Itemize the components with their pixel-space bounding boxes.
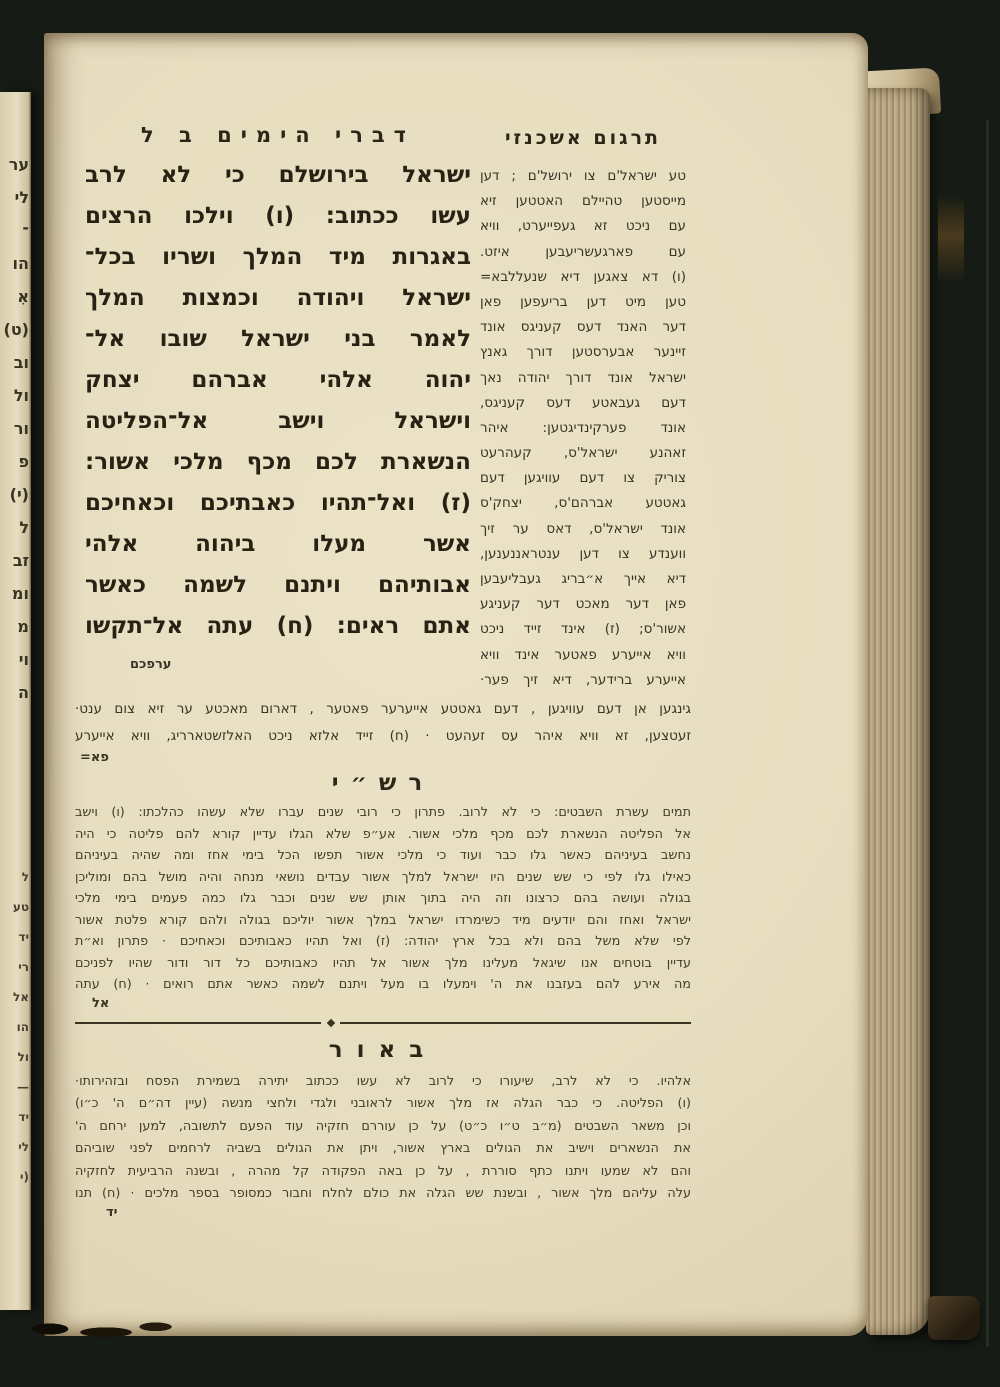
verse-line: יהוה אלהי אברהם יצחק [85,367,471,393]
margin-fragment: (י) [9,485,29,504]
margin-fragment: טע [12,900,29,914]
rashi-line: כאילו גלו לפי כי שש שנים היו ישראל למלך אשור עבדים נושאי מנחה והיה מושל בהם ומוליכן [75,869,691,885]
rashi-line: אל הפליטה הנשארת לכם מכף מלכי אשור. אע״פ שלא הגלו עדיין קורא להם פליטה כי היה [75,826,691,842]
margin-fragment: ל [21,870,29,884]
margin-fragment: — [17,1080,29,1094]
rashi-line: ישראל ואחז והם יודעים מיד כשימרדו ישראל במלך אשור יוליכם בגולה ולהם קורא פלטת אשור [75,912,691,928]
verse-line: אבותיהם ויתנם לשמה כאשר [85,572,471,598]
margin-fragment: ל [19,518,29,537]
verse-line: לאמר בני ישראל שובו אל־ [85,326,471,352]
biur-line: עלה עליהם מלך אשור , ובשנת שש הגלה את כולם לחלח וחבור כמסופר בספר מלכים · (ח) תנו [75,1185,691,1201]
targum-line: אשור'ס; (ז) אינד זייד ניכט [480,621,686,638]
verse-line: ישראל בירושלם כי לא לרב [85,162,471,188]
targum-line: ווענדע צו דען ענטראננענען, [480,545,686,562]
catchword-rashi: אל [92,996,110,1011]
targum-line: צוריק צו דעם עוויגען דעם [480,470,686,487]
targum-line: גינגען אן דעם עוויגען , דעם גאטטע אייערער פאטער , דארום מאכטע ער זיא צום ענט· [75,701,691,717]
facing-page-edge [0,92,31,1310]
verse-line: באגרות מיד המלך ושריו בכל־ [85,244,471,270]
margin-fragment: ומ [11,584,29,603]
margin-fragment: אל [13,990,29,1004]
targum-line: אונד פערקינדיגטען: איהר [480,419,686,436]
catchword-biur: יד [106,1205,118,1220]
rashi-line: נחשב בעיניהם כאשר גלו כבר ועוד כי מלכי אשור תפשו הכל בימי אחז ומה שהיה בעיניהם [75,848,691,863]
targum-line: טע ישראל'ם צו ירושל'ם ; דען [480,168,686,184]
catchword-targum: פא= [80,750,109,765]
targum-line: אונד ישראל'ס, דאס ער זיך [480,520,686,537]
margin-fragment: הו [12,254,29,273]
biur-commentary-block [75,1071,691,1205]
verse-line: עשו ככתוב: (ו) וילכו הרצים [85,203,471,229]
margin-fragment: אִ [17,287,29,306]
section-title-targum: תרגום אשכנזי [504,127,662,149]
margin-fragment: לי [18,1140,29,1154]
margin-fragment: לי [14,188,29,207]
biur-line: את הנשארים וישיב את הגולים בארץ אשור, ויתן את הגולים בשביה לרחמים לפני שוביהם [75,1141,691,1157]
biur-line: אלהיו. כי לא לרב, שיעורו כי לרוב לא עשו ככתוב יתירה בשמירת הפסח ובזהירותו· [75,1074,691,1089]
targum-full-width-block [75,696,691,750]
page-stack-fore-edge [866,88,930,1335]
rashi-line: בגולה ועושה בהם כרצונו וזה היה בתוך אותן שש שנים וכבר גלו כמה פעמים בימי מלכי [75,891,691,906]
margin-fragment: (ט) [3,320,29,339]
targum-line: אייערע ברידער, דיא זיך פער· [480,671,686,688]
section-title-rashi: רש״י [331,770,435,796]
targum-line: גאטטע אברהם'ס, יצחק'ס [480,495,686,512]
divider-ornament [326,1019,334,1027]
margin-fragment: זב [12,551,29,570]
margin-fragment: ה [18,683,29,702]
targum-line: דער האנד דעס קעניגס אונד [480,319,686,336]
margin-fragment: ול [13,386,29,405]
targum-line: דיא אייך א״בריג געבליעבען [480,571,686,587]
verse-line: אשר מעלו ביהוה אלהי [85,531,471,557]
facing-page-text-fragments-lower [13,862,29,1192]
book-page [44,33,868,1336]
verse-line: הנשארת לכם מכף מלכי אשור: [85,449,471,475]
section-title-biur: באור [328,1037,438,1063]
rashi-line: תמים עשרת השבטים: כי לא לרוב. פתרון כי רובי שנים עברו שלא עשהו כהלכתו: (ו) וישב [75,805,691,820]
rashi-line: עדיין בוטחים אנו שיגאל מעלינו מלך אשור אל תהיו כאבותיכם כל דור ודור שהיו לפניכם [75,955,691,971]
targum-line: זעטצען, זא וויא איהר עס זעהעט · (ח) זייד אלזא ניכט האלזשטארריג, וויא אייערע [75,728,691,744]
targum-line: זיינער אבערסטען דורך גאנץ [480,344,686,361]
biur-line: והם לא שמעו ויתנו כתף סוררת , על כן באה הפקודה קל מהרה , ובשנה הרביעית לחזקיה [75,1163,691,1179]
targum-line: עם פארגעשריעבען איזט. [480,243,686,260]
verse-line: אתם ראים: (ח) עתה אל־תקשו [85,613,471,639]
margin-fragment: ער [8,155,29,174]
book-cover-corner [928,1296,980,1340]
margin-fragment: (י [19,1170,29,1184]
biur-line: וכן משאר השבטים (מ״ב ט״ו כ״ט) על כן עוררם חזקיה עוד הפעם לתשובה, למען ירחם ה' [75,1118,691,1134]
facing-page-text-fragments [4,148,30,709]
margin-fragment: ־ [22,221,29,240]
margin-fragment: הו [16,1020,29,1034]
verse-line: ישראל ויהודה וכמצות המלך [85,285,471,311]
margin-fragment: וב [13,353,29,372]
margin-fragment: מ [17,617,29,636]
book-cover-edge-top [938,196,964,282]
section-divider [75,1021,691,1025]
margin-fragment: יד [18,930,29,944]
targum-line: דעם געבאטע דעס קעניגס, [480,394,686,411]
page-title-chronicles: דברי הימים ב ל [140,123,416,147]
targum-line: פאן דער מאכט דער קעניגע [480,596,686,613]
verse-line: (ז) ואל־תהיו כאבתיכם וכאחיכם [85,490,471,516]
rashi-line: מה אירע להם בעזבנו את ה' וימעלו בו מעל ויתנם לשמה כאשר אתם רואים · (ח) עתה [75,977,691,992]
targum-line: (ו) דא צאגען דיא שנעללבא= [480,268,686,285]
targum-line: זאהנע ישראל'ס, קעהרעט [480,445,686,462]
rashi-commentary-block [75,802,691,996]
divider-line [340,1022,691,1024]
biur-line: (ו) הפליטה. כי כבר הגלה אז מלך אשור לראובני ולגדי ולחצי מנשה (עיין דה״ם ה' כ״ו) [75,1096,691,1112]
targum-line: עם ניכט זא געפייערט, וויא [480,218,686,235]
targum-column [480,164,686,693]
bible-verse-text-block [85,155,471,647]
margin-fragment: וי [18,650,29,669]
targum-line: ישראל אונד דורך יהודה נאך [480,369,686,386]
page-edge-damage [18,1318,178,1340]
margin-fragment: יד [18,1110,29,1124]
targum-line: וויא אייערע פאטער אינד וויא [480,646,686,663]
divider-line [75,1022,321,1024]
targum-line: מייסטען טהיילם האטטען זיא [480,193,686,210]
targum-line: טען מיט דען בריעפען פאן [480,293,686,310]
margin-fragment: ול [17,1050,29,1064]
margin-fragment: פ [18,452,29,471]
rashi-line: לפי שלא משל בהם ולא בכל ארץ יהודה: (ז) ואל תהיו כאבותיכם וכאחיכם · פתרון וא״ת [75,934,691,949]
margin-fragment: ור [13,419,29,438]
catchword-verse: ערפכם [130,657,172,672]
margin-fragment: רי [18,960,29,974]
verse-line: וישראל וישב אל־הפליטה [85,408,471,434]
